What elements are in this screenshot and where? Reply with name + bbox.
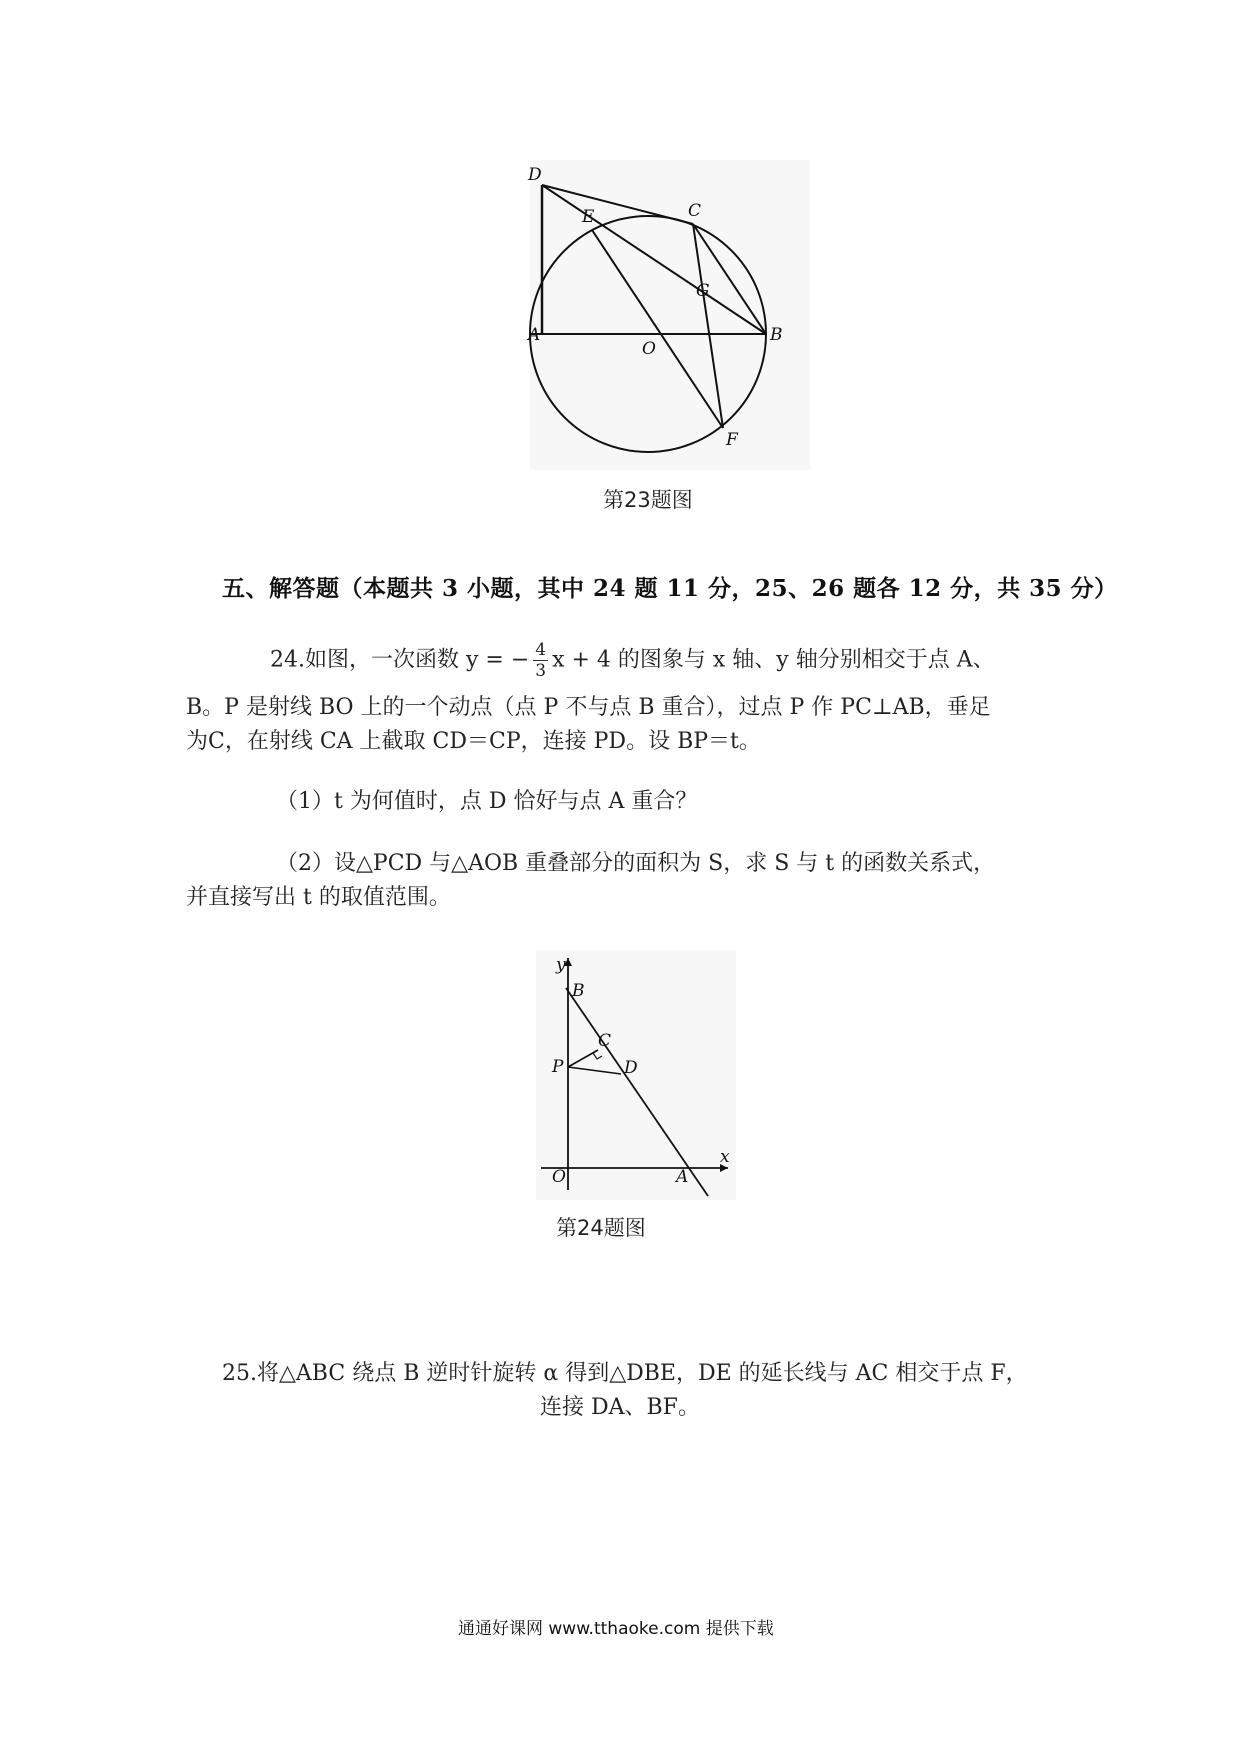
segment-ef bbox=[592, 230, 723, 428]
q25-line1: 25.将△ABC 绕点 B 逆时针旋转 α 得到△DBE，DE 的延长线与 AC 相交于点 F， bbox=[222, 1361, 1028, 1386]
figure-24-caption: 第24题图 bbox=[556, 1216, 646, 1240]
label-c: C bbox=[598, 1031, 612, 1051]
label-p: P bbox=[552, 1057, 564, 1077]
label-g: G bbox=[696, 281, 710, 301]
label-b: B bbox=[770, 325, 783, 345]
q24-intro-after-fraction: x + 4 的图象与 x 轴、y 轴分别相交于点 A、 bbox=[552, 647, 995, 673]
label-e: E bbox=[582, 207, 595, 227]
q24-line1 bbox=[270, 640, 995, 681]
label-d: D bbox=[624, 1058, 638, 1078]
q24-part2-line1: （2）设△PCD 与△AOB 重叠部分的面积为 S，求 S 与 t 的函数关系式， bbox=[276, 851, 996, 876]
figure-23-caption: 第23题图 bbox=[603, 488, 693, 512]
right-angle-mark bbox=[593, 1053, 602, 1059]
q24-line2: B。P 是射线 BO 上的一个动点（点 P 不与点 B 重合），过点 P 作 PC⊥AB，垂足 bbox=[186, 695, 991, 720]
segment-pc bbox=[568, 1050, 598, 1067]
label-b: B bbox=[572, 981, 585, 1001]
label-a: A bbox=[676, 1167, 689, 1187]
segment-cb bbox=[693, 224, 766, 334]
segment-db bbox=[542, 185, 766, 334]
segment-dc bbox=[542, 185, 693, 224]
q24-intro-before-fraction: 24.如图，一次函数 y = − bbox=[270, 647, 530, 673]
label-x: x bbox=[720, 1147, 730, 1167]
label-o: O bbox=[642, 339, 656, 359]
q25-line2: 连接 DA、BF。 bbox=[540, 1395, 700, 1420]
label-f: F bbox=[726, 430, 738, 450]
label-o: O bbox=[552, 1167, 566, 1187]
label-y: y bbox=[556, 955, 566, 975]
footer: 通通好课网 www.tthaoke.com 提供下载 bbox=[458, 1619, 774, 1639]
section-heading: 五、解答题（本题共 3 小题，其中 24 题 11 分，25、26 题各 12 分，共 35 分） bbox=[222, 575, 1118, 602]
segment-pd bbox=[568, 1067, 621, 1074]
segment-cf bbox=[693, 224, 723, 428]
label-a: A bbox=[528, 325, 541, 345]
line-ab bbox=[566, 988, 708, 1196]
q24-part2-line2: 并直接写出 t 的取值范围。 bbox=[186, 885, 451, 910]
figure-23 bbox=[530, 160, 810, 470]
q24-line3: 为C，在射线 CA 上截取 CD＝CP，连接 PD。设 BP＝t。 bbox=[186, 729, 761, 754]
figure-24 bbox=[536, 950, 736, 1200]
label-c: C bbox=[688, 201, 702, 221]
fraction-four-thirds bbox=[533, 640, 548, 681]
fraction-denominator: 3 bbox=[535, 661, 547, 681]
q24-part1: （1）t 为何值时，点 D 恰好与点 A 重合？ bbox=[276, 789, 698, 814]
fraction-numerator: 4 bbox=[535, 640, 547, 660]
label-d: D bbox=[528, 165, 542, 185]
